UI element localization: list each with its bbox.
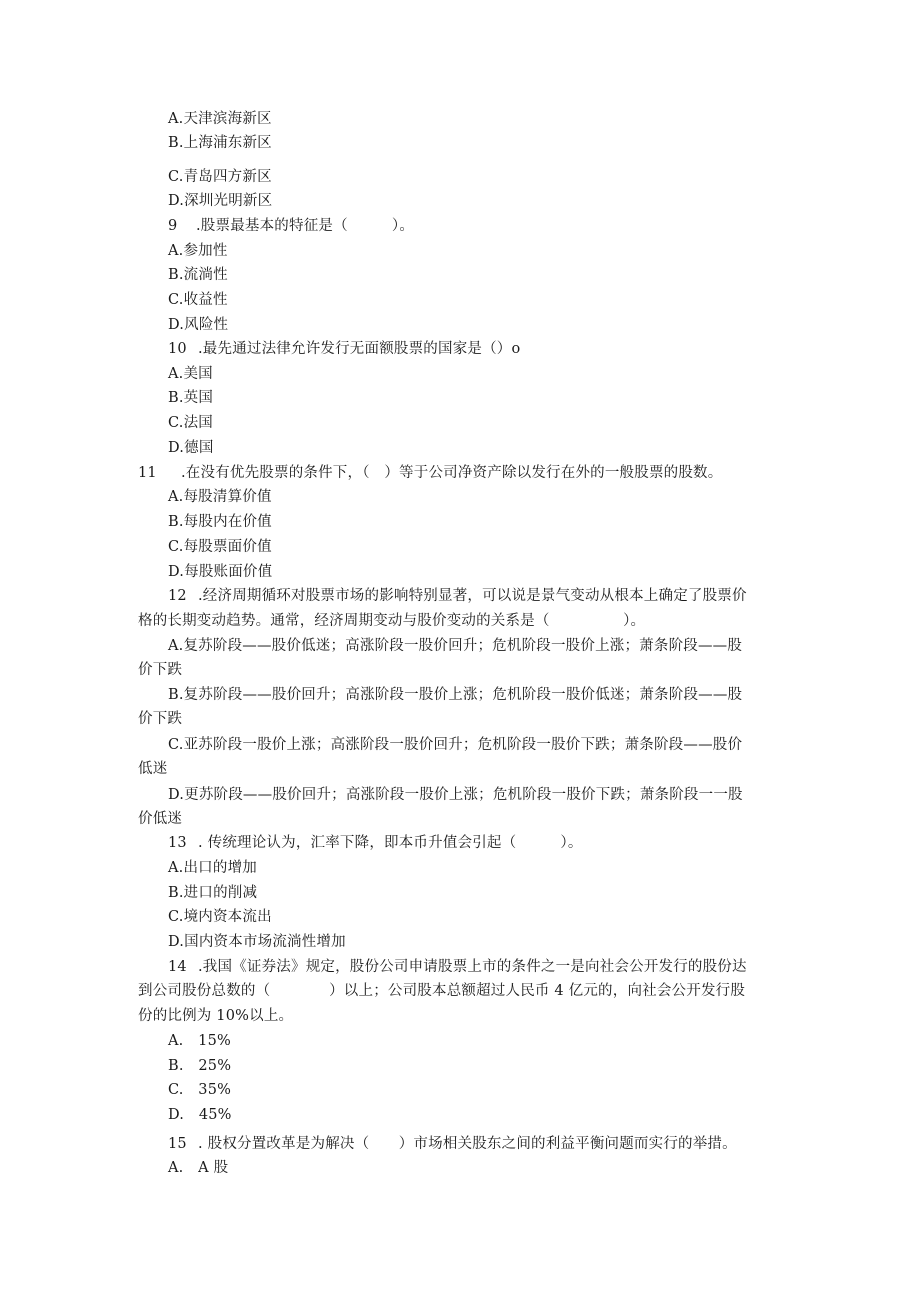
q10-number: 10	[168, 341, 187, 357]
q14-option-d: D. 45%	[168, 1107, 232, 1123]
q13-number: 13	[168, 835, 187, 851]
q13-option-b: B.进口的削减	[168, 885, 258, 901]
q12-number: 12	[168, 588, 187, 604]
q11-option-b: B.每股内在价值	[168, 514, 272, 530]
q13-stem: . 传统理论认为，汇率下降，即本币升值会引起（ ）。	[198, 835, 583, 851]
q11-stem: .在没有优先股票的条件下，（ ）等于公司净资产除以发行在外的一般股票的股数。	[181, 465, 723, 481]
q8-option-c: C.青岛四方新区	[168, 169, 272, 185]
q15-number: 15	[168, 1136, 187, 1152]
q9-number: 9	[168, 218, 178, 234]
q14-stem-line3: 份的比例为 10%以上。	[138, 1008, 294, 1024]
q9-stem: .股票最基本的特征是（ ）。	[196, 218, 415, 234]
q12-option-c-line1: C.亚苏阶段一股价上涨；高涨阶段一股价回升；危机阶段一股价下跌；萧条阶段——股价	[168, 737, 743, 753]
q11-option-d: D.每股账面价值	[168, 564, 273, 580]
q12-option-d-line1: D.更苏阶段——股价回升；高涨阶段一股价上涨；危机阶段一股价下跌；萧条阶段一一股	[168, 787, 743, 803]
q9-option-c: C.收益性	[168, 292, 228, 308]
q9-option-d: D.风险性	[168, 317, 229, 333]
q11-option-a: A.每股清算价值	[168, 489, 272, 505]
q12-option-c-line2: 低迷	[138, 761, 168, 777]
q12-option-b-line1: B.复苏阶段——股价回升；高涨阶段一股价上涨；危机阶段一股价低迷；萧条阶段——股	[168, 687, 743, 703]
q15-stem: . 股权分置改革是为解决（ ）市场相关股东之间的利益平衡问题而实行的举措。	[198, 1136, 737, 1152]
q15-option-a: A. A 股	[168, 1160, 229, 1176]
q12-option-a-line2: 价下跌	[138, 662, 183, 678]
q13-option-c: C.境内资本流出	[168, 909, 272, 925]
q13-option-d: D.国内资本市场流淌性增加	[168, 934, 346, 950]
q12-option-d-line2: 价低迷	[138, 811, 183, 827]
q14-option-c: C. 35%	[168, 1082, 232, 1098]
q11-number: 11	[138, 465, 157, 481]
q12-option-b-line2: 价下跌	[138, 711, 183, 727]
q14-option-b: B. 25%	[168, 1058, 232, 1074]
q9-option-a: A.参加性	[168, 243, 228, 259]
q10-option-a: A.美国	[168, 366, 213, 382]
q12-stem-line2: 格的长期变动趋势。通常，经济周期变动与股价变动的关系是（ ）。	[138, 613, 646, 629]
q14-stem-line2: 到公司股份总数的（ ）以上；公司股本总额超过人民币 4 亿元的，向社会公开发行股	[138, 983, 746, 999]
q10-stem: .最先通过法律允许发行无面额股票的国家是（）o	[198, 341, 521, 357]
q14-number: 14	[168, 959, 187, 975]
q12-option-a-line1: A.复苏阶段——股价低迷；高涨阶段一股价回升；危机阶段一股价上涨；萧条阶段——股	[168, 638, 743, 654]
q14-stem-line1: .我国《证券法》规定，股份公司申请股票上市的条件之一是向社会公开发行的股份达	[198, 959, 747, 975]
q8-option-b: B.上海浦东新区	[168, 135, 272, 151]
q8-option-a: A.天津滨海新区	[168, 111, 272, 127]
q10-option-c: C.法国	[168, 415, 213, 431]
q10-option-d: D.德国	[168, 440, 214, 456]
q10-option-b: B.英国	[168, 390, 214, 406]
q12-stem-line1: .经济周期循环对股票市场的影响特别显著，可以说是景气变动从根本上确定了股票价	[198, 588, 747, 604]
q11-option-c: C.每股票面价值	[168, 539, 272, 555]
q9-option-b: B.流淌性	[168, 267, 228, 283]
q8-option-d: D.深圳光明新区	[168, 193, 273, 209]
q13-option-a: A.出口的增加	[168, 860, 257, 876]
q14-option-a: A. 15%	[168, 1033, 232, 1049]
